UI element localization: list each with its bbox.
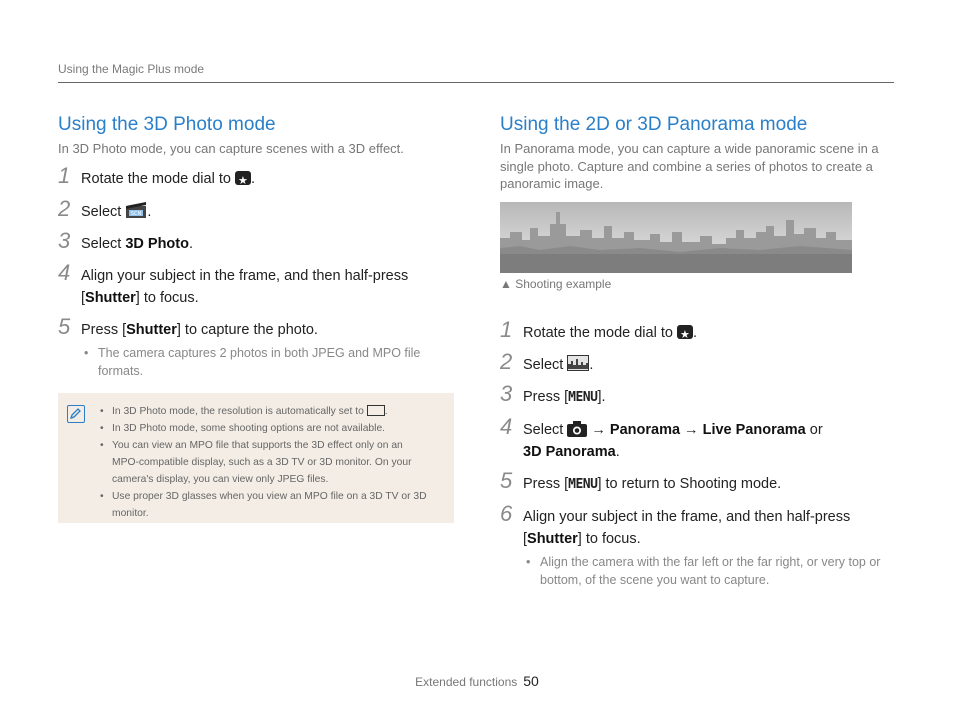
step-3: 3 Select 3D Photo. [58, 227, 194, 253]
step-1: 1 Rotate the mode dial to ★ . [500, 322, 894, 344]
panorama-example-image [500, 202, 852, 273]
menu-button-label: MENU [568, 390, 598, 405]
note-item: • Use proper 3D glasses when you view an MPO file on a 3D TV or 3D monitor. [100, 488, 432, 522]
section-3d-photo [58, 114, 454, 380]
step-5: 5 Press [MENU] to return to Shooting mode. [500, 468, 782, 493]
header-divider [58, 82, 894, 83]
step-6: 6 Align your subject in the frame, and then half-press [Shutter] to focus. [500, 501, 851, 547]
running-header: Using the Magic Plus mode [58, 62, 205, 76]
section-intro-panorama: In Panorama mode, you can capture a wide panoramic scene in a single photo. Capture and combine a series of photos to create a panoramic image. [500, 141, 879, 191]
camera-icon [567, 421, 587, 437]
step-5-note: • The camera captures 2 photos in both JPEG and MPO file formats. [58, 344, 454, 380]
section-intro-3d-photo: In 3D Photo mode, you can capture scenes with a 3D effect. [58, 141, 404, 156]
step-4: 4 Select → Panorama → Live Panorama or 3D Panorama. [500, 414, 823, 460]
page-footer [0, 673, 954, 689]
svg-text:SCN: SCN [131, 210, 142, 217]
magic-plus-mode-icon [235, 171, 251, 185]
step-1: 1 Rotate the mode dial to ★ . [58, 168, 454, 190]
note-pencil-icon [67, 405, 85, 423]
step-6-note: • Align the camera with the far left or the far right, or very top or bottom, of the scene you want to capture. [500, 553, 894, 589]
panorama-steps [500, 317, 894, 589]
page-number: 50 [523, 673, 539, 689]
footer-section-label: Extended functions [415, 675, 518, 689]
scene-icon [125, 201, 147, 219]
step-4: 4 Align your subject in the frame, and then half-press [Shutter] to focus. [58, 259, 409, 306]
section-panorama [500, 114, 894, 193]
section-title-3d-photo: Using the 3D Photo mode [58, 114, 276, 135]
note-box [58, 393, 454, 523]
panorama-icon [567, 355, 589, 371]
step-2: 2 Select SCN . [58, 195, 152, 221]
step-5: 5 Press [Shutter] to capture the photo. [58, 313, 318, 339]
note-item: • You can view an MPO file that supports the 3D effect only on an MPO-compatible display, such as a 3D TV or 3D monitor. On your camera's display, you can view only JPEG files. [100, 437, 432, 488]
step-3: 3 Press [MENU]. [500, 381, 606, 406]
section-title-panorama: Using the 2D or 3D Panorama mode [500, 114, 808, 135]
note-item: • In 3D Photo mode, some shooting options are not available. [100, 420, 432, 437]
menu-button-label: MENU [568, 477, 598, 492]
image-caption: ▲ Shooting example [500, 277, 612, 291]
step-2: 2 Select . [500, 349, 594, 374]
resolution-icon [367, 405, 385, 416]
note-item: • In 3D Photo mode, the resolution is automatically set to . [100, 403, 432, 420]
magic-plus-mode-icon [677, 325, 693, 339]
